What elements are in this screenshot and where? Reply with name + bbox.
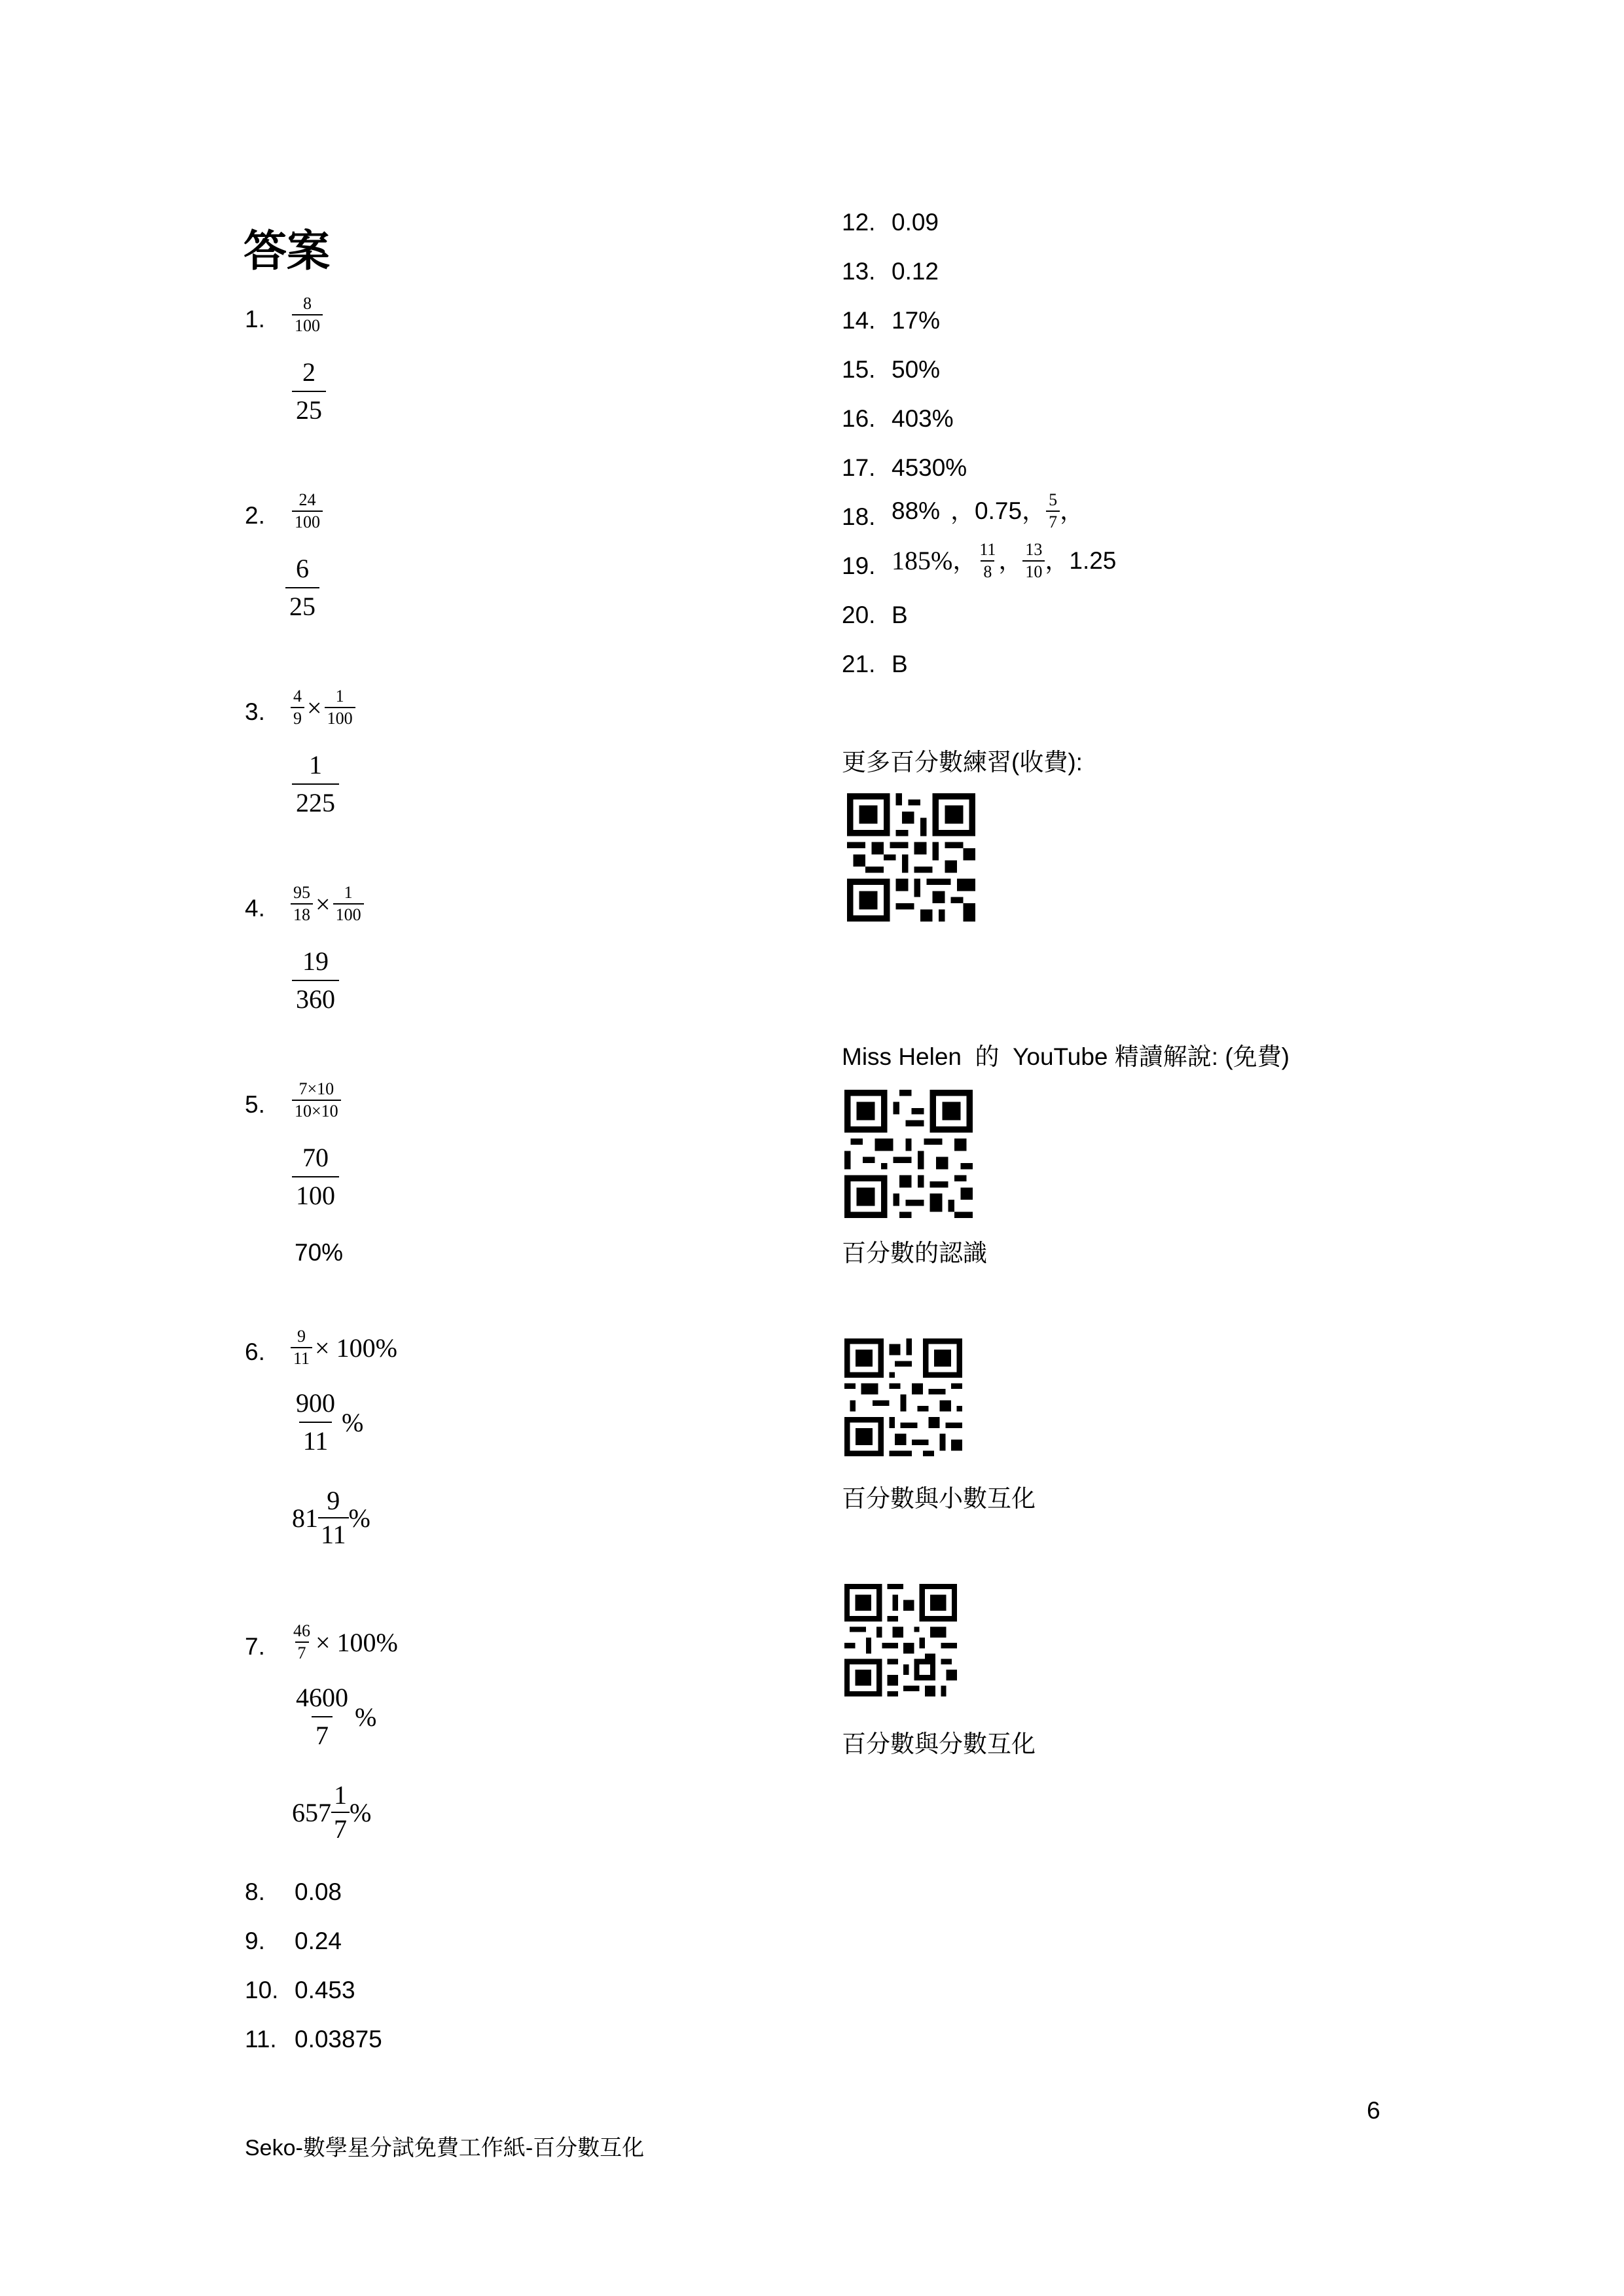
q4-expression: $\frac{95}{18}$ × $\frac{1}{100}$: [291, 884, 364, 924]
q12-answer: 0.09: [892, 209, 939, 236]
q5-result: $\frac{70}{100}$: [292, 1142, 339, 1211]
qr-code-video-2[interactable]: [844, 1338, 962, 1456]
q1-result: $\frac{2}{25}$: [292, 357, 326, 426]
more-practice-label: 更多百分數練習(收費):: [842, 749, 1083, 776]
qr-code-video-3[interactable]: [844, 1584, 957, 1696]
q17-answer: 4530%: [892, 454, 967, 481]
q3-expression: $\frac{4}{9}$ × $\frac{1}{100}$: [291, 687, 355, 728]
q2-expression: $\frac{24}{100}$: [292, 491, 323, 531]
q2-number: 2.: [245, 502, 265, 529]
q14-answer: 17%: [892, 307, 941, 334]
q17-number: 17.: [842, 454, 876, 481]
q14-number: 14.: [842, 307, 876, 334]
q18-answer: 88% ，0.75， 5 7 ，: [892, 490, 1085, 531]
q4-number: 4.: [245, 895, 265, 922]
q6-result: 900 11 %: [296, 1388, 364, 1456]
q7-result: 4600 7 %: [296, 1683, 377, 1750]
q7-expression: $\frac{46}{7}$ × 100%: [293, 1621, 398, 1662]
q21-answer: B: [892, 651, 908, 677]
video-2-title: 百分數與小數互化: [842, 1485, 1036, 1512]
youtube-label: Miss Helen 的 YouTube 精讀解說: (免費): [842, 1043, 1290, 1070]
q16-answer: 403%: [892, 405, 954, 432]
q13-number: 13.: [842, 258, 876, 285]
q1-expression: $\frac{8}{100}$: [292, 295, 323, 335]
q10-number: 10.: [245, 1977, 279, 2003]
qr-code-practice[interactable]: [847, 793, 975, 922]
q11-answer: 0.03875: [295, 2026, 382, 2053]
q9-answer: 0.24: [295, 1928, 342, 1954]
page-number: 6: [1367, 2097, 1380, 2124]
q10-answer: 0.453: [295, 1977, 355, 2003]
q7-mixed-result: 657 1 7 %: [292, 1780, 372, 1844]
q18-number: 18.: [842, 503, 876, 530]
q12-number: 12.: [842, 209, 876, 236]
q6-number: 6.: [245, 1338, 265, 1365]
q13-answer: 0.12: [892, 258, 939, 285]
q5-percent: 70%: [295, 1239, 344, 1266]
q15-answer: 50%: [892, 356, 941, 383]
q5-number: 5.: [245, 1091, 265, 1118]
q15-number: 15.: [842, 356, 876, 383]
q6-expression: $\frac{9}{11}$ × 100%: [291, 1327, 400, 1368]
q21-number: 21.: [842, 651, 876, 677]
q16-number: 16.: [842, 405, 876, 432]
page-title: 答案: [244, 225, 330, 276]
q1-number: 1.: [245, 306, 265, 332]
q5-expression: $\frac{7\times 10}{10\times 10}$: [292, 1080, 341, 1121]
q3-result: $\frac{1}{225}$: [292, 749, 339, 819]
qr-code-video-1[interactable]: [844, 1090, 973, 1218]
q20-answer: B: [892, 601, 908, 628]
footer-text: Seko-數學星分試免費工作紙-百分數互化: [245, 2136, 645, 2161]
q7-number: 7.: [245, 1633, 265, 1660]
q6-mixed-result: 81 9 11 %: [292, 1486, 370, 1549]
q2-result: $\frac{6}{25}$: [285, 553, 319, 622]
q19-answer: 185% ， 11 8 ， 13 10 ，1.25: [892, 540, 1117, 581]
video-1-title: 百分數的認識: [842, 1240, 987, 1266]
video-3-title: 百分數與分數互化: [842, 1731, 1036, 1757]
q19-number: 19.: [842, 552, 876, 579]
q20-number: 20.: [842, 601, 876, 628]
q9-number: 9.: [245, 1928, 265, 1954]
q4-result: $\frac{19}{360}$: [292, 946, 339, 1015]
q3-number: 3.: [245, 698, 265, 725]
q8-number: 8.: [245, 1878, 265, 1905]
q11-number: 11.: [245, 2026, 277, 2053]
q8-answer: 0.08: [295, 1878, 342, 1905]
